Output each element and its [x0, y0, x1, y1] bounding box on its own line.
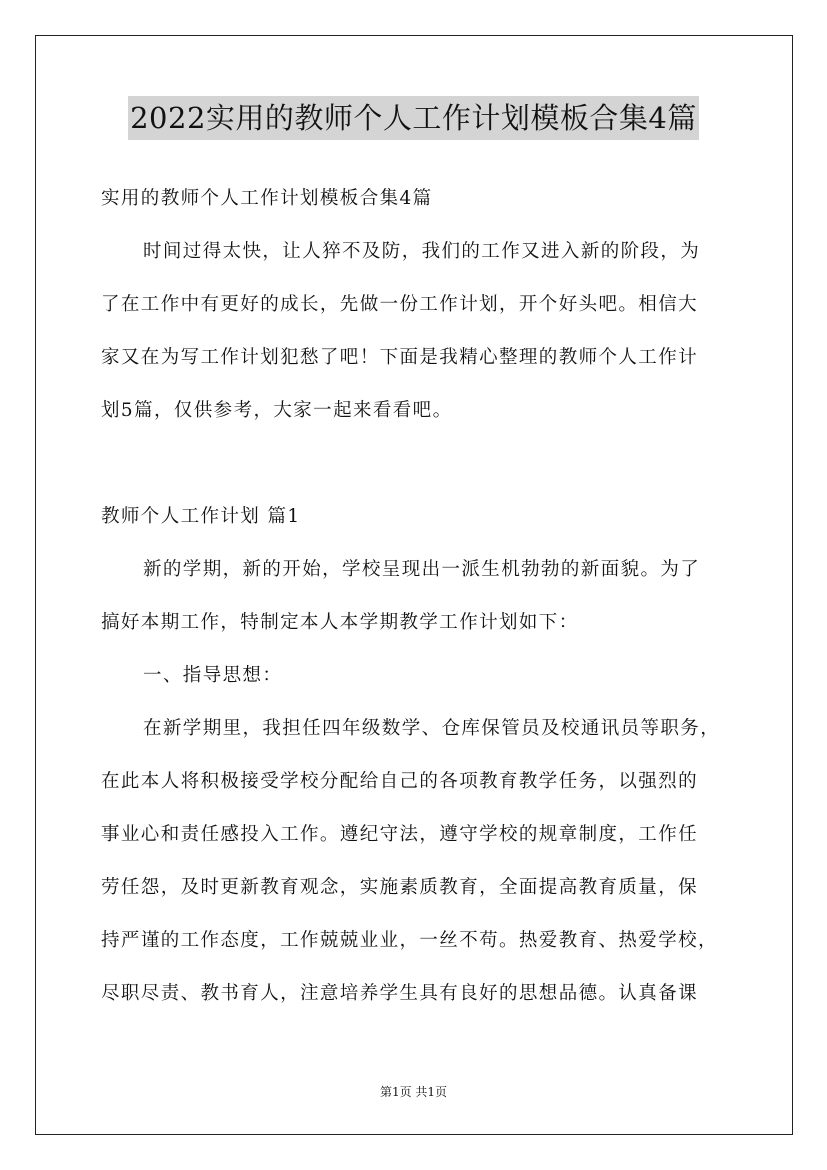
- intro-line: 划5篇，仅供参考，大家一起来看看吧。: [101, 400, 453, 421]
- paragraph-line: 劳任怨，及时更新教育观念，实施素质教育，全面提高教育质量，保: [101, 877, 699, 898]
- intro-line: 家又在为写工作计划犯愁了吧！下面是我精心整理的教师个人工作计: [101, 347, 699, 368]
- intro-line: 了在工作中有更好的成长，先做一份工作计划，开个好头吧。相信大: [101, 294, 699, 315]
- document-subtitle: 实用的教师个人工作计划模板合集4篇: [101, 188, 433, 209]
- paragraph-line: 持严谨的工作态度，工作兢兢业业，一丝不苟。热爱教育、热爱学校，: [101, 930, 718, 951]
- title-wrap: [0, 96, 827, 140]
- paragraph-line: 搞好本期工作，特制定本人本学期教学工作计划如下：: [101, 612, 579, 633]
- document-body: [101, 172, 741, 1020]
- intro-line: 时间过得太快，让人猝不及防，我们的工作又进入新的阶段，为: [143, 241, 701, 262]
- page-footer: 第1页 共1页: [379, 1085, 448, 1099]
- paragraph-line: 尽职尽责、教书育人，注意培养学生具有良好的思想品德。认真备课: [101, 983, 699, 1004]
- paragraph-line: 新的学期，新的开始，学校呈现出一派生机勃勃的新面貌。为了: [143, 559, 701, 580]
- paragraph-line: 事业心和责任感投入工作。遵纪守法，遵守学校的规章制度，工作任: [101, 824, 699, 845]
- paragraph-line: 在新学期里，我担任四年级数学、仓库保管员及校通讯员等职务，: [143, 718, 721, 739]
- document-title: 2022实用的教师个人工作计划模板合集4篇: [128, 96, 699, 140]
- section-heading: 教师个人工作计划 篇1: [101, 506, 301, 527]
- subheading: 一、指导思想：: [143, 665, 283, 686]
- paragraph-line: 在此本人将积极接受学校分配给自己的各项教育教学任务，以强烈的: [101, 771, 699, 792]
- blank-line: [101, 437, 741, 490]
